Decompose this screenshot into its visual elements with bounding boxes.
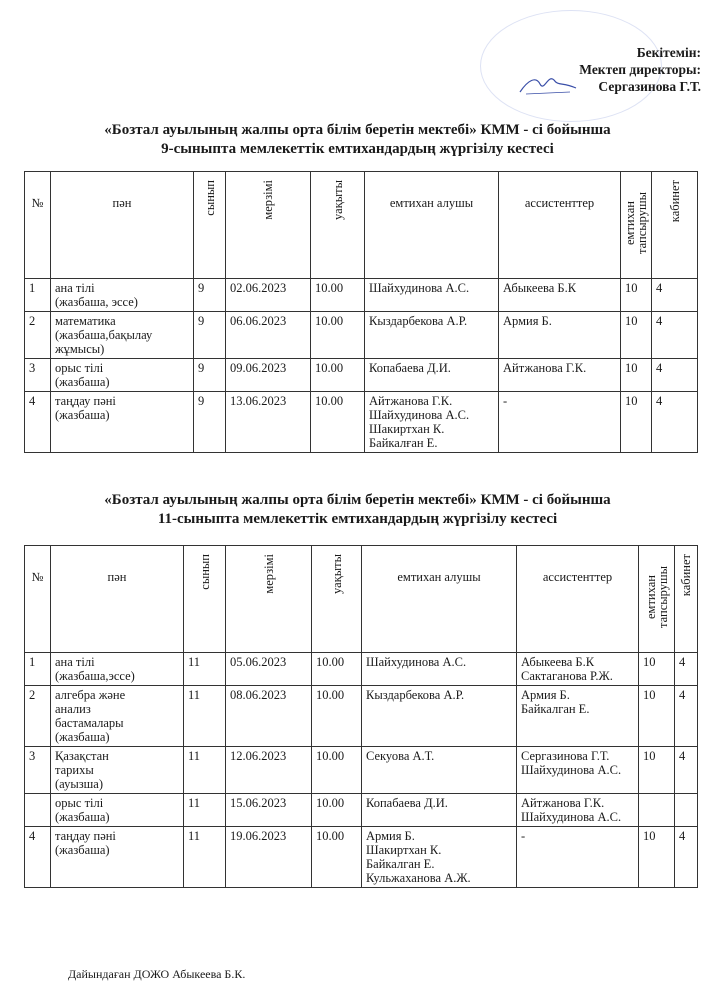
cell-taker: 10 (621, 359, 652, 392)
cell-grade: 9 (194, 392, 226, 453)
cell-room: 4 (652, 359, 698, 392)
header-examiner: емтихан алушы (362, 546, 517, 653)
cell-examiner: Секуова А.Т. (362, 747, 517, 794)
header-subject: пән (51, 546, 184, 653)
cell-assistants: - (517, 827, 639, 888)
header-date: мерзімі (226, 546, 312, 653)
cell-date: 08.06.2023 (226, 686, 312, 747)
cell-examiner: Айтжанова Г.К. Шайхудинова А.С. Шакиртхан К. Байкалған Е. (365, 392, 499, 453)
cell-room: 4 (652, 312, 698, 359)
approval-line-1: Бекітемін: (636, 45, 701, 60)
header-room: кабинет (675, 546, 698, 653)
cell-assistants: Армия Б. (499, 312, 621, 359)
cell-time: 10.00 (311, 279, 365, 312)
cell-room: 4 (652, 279, 698, 312)
cell-no: 4 (25, 392, 51, 453)
cell-date: 15.06.2023 (226, 794, 312, 827)
cell-grade: 11 (184, 794, 226, 827)
cell-subject: Қазақстан тарихы (ауызша) (51, 747, 184, 794)
cell-no: 1 (25, 279, 51, 312)
header-room: кабинет (652, 172, 698, 279)
table-row (25, 686, 698, 747)
table-row (25, 392, 698, 453)
cell-assistants: Абыкеева Б.К (499, 279, 621, 312)
cell-date: 19.06.2023 (226, 827, 312, 888)
header-assistants: ассистенттер (499, 172, 621, 279)
cell-no: 3 (25, 747, 51, 794)
cell-taker (639, 794, 675, 827)
header-assistants: ассистенттер (517, 546, 639, 653)
cell-examiner: Копабаева Д.И. (365, 359, 499, 392)
director-signature (518, 70, 578, 100)
cell-assistants: - (499, 392, 621, 453)
cell-subject: орыс тілі (жазбаша) (51, 794, 184, 827)
approval-line-3: Сергазинова Г.Т. (598, 79, 701, 94)
header-grade: сынып (184, 546, 226, 653)
cell-subject: алгебра және анализ бастамалары (жазбаша) (51, 686, 184, 747)
cell-grade: 9 (194, 359, 226, 392)
cell-date: 13.06.2023 (226, 392, 311, 453)
cell-subject: таңдау пәні (жазбаша) (51, 392, 194, 453)
cell-taker: 10 (621, 312, 652, 359)
exam-schedule-table-grade9 (24, 171, 698, 453)
table1-title (0, 121, 715, 159)
cell-grade: 11 (184, 653, 226, 686)
prepared-by: Дайындаған ДОЖО Абыкеева Б.К. (68, 967, 246, 981)
cell-room (675, 794, 698, 827)
cell-time: 10.00 (311, 359, 365, 392)
table2-title-line1: «Бозтал ауылының жалпы орта білім беретін мектебі» КММ - сі бойынша (104, 492, 611, 508)
table1-title-line2: 9-сыныпта мемлекеттік емтихандардың жүргізілу кестесі (161, 141, 554, 157)
cell-no: 2 (25, 312, 51, 359)
cell-taker: 10 (621, 279, 652, 312)
cell-examiner: Шайхудинова А.С. (362, 653, 517, 686)
table1-title-line1: «Бозтал ауылының жалпы орта білім беретін мектебі» КММ - сі бойынша (104, 122, 611, 138)
header-taker: емтихан тапсырушы (639, 546, 675, 653)
header-no: № (25, 172, 51, 279)
cell-no (25, 794, 51, 827)
cell-room: 4 (652, 392, 698, 453)
cell-time: 10.00 (312, 653, 362, 686)
table-row (25, 359, 698, 392)
table-row (25, 279, 698, 312)
header-time: уақыты (311, 172, 365, 279)
table-row (25, 747, 698, 794)
cell-time: 10.00 (312, 747, 362, 794)
cell-room: 4 (675, 653, 698, 686)
cell-room: 4 (675, 747, 698, 794)
exam-schedule-table-grade11 (24, 545, 698, 888)
cell-grade: 11 (184, 747, 226, 794)
approval-line-2: Мектеп директоры: (579, 62, 701, 77)
cell-room: 4 (675, 686, 698, 747)
table-row (25, 653, 698, 686)
cell-no: 3 (25, 359, 51, 392)
header-date: мерзімі (226, 172, 311, 279)
cell-assistants: Айтжанова Г.К. (499, 359, 621, 392)
cell-taker: 10 (639, 747, 675, 794)
header-examiner: емтихан алушы (365, 172, 499, 279)
cell-no: 2 (25, 686, 51, 747)
cell-subject: орыс тілі (жазбаша) (51, 359, 194, 392)
cell-grade: 9 (194, 279, 226, 312)
cell-time: 10.00 (312, 794, 362, 827)
cell-examiner: Кыздарбекова А.Р. (365, 312, 499, 359)
cell-date: 05.06.2023 (226, 653, 312, 686)
cell-time: 10.00 (311, 392, 365, 453)
cell-room: 4 (675, 827, 698, 888)
table-row (25, 794, 698, 827)
table2-title-line2: 11-сыныпта мемлекеттік емтихандардың жүргізілу кестесі (157, 511, 558, 527)
cell-grade: 11 (184, 686, 226, 747)
cell-examiner: Шайхудинова А.С. (365, 279, 499, 312)
cell-subject: таңдау пәні (жазбаша) (51, 827, 184, 888)
cell-assistants: Айтжанова Г.К. Шайхудинова А.С. (517, 794, 639, 827)
table-header-row (25, 546, 698, 653)
table2-title (0, 491, 715, 529)
header-subject: пән (51, 172, 194, 279)
table-row (25, 827, 698, 888)
cell-date: 02.06.2023 (226, 279, 311, 312)
table-row (25, 312, 698, 359)
cell-grade: 11 (184, 827, 226, 888)
header-grade: сынып (194, 172, 226, 279)
cell-examiner: Кыздарбекова А.Р. (362, 686, 517, 747)
cell-examiner: Армия Б. Шакиртхан К. Байкалган Е. Кульжаханова А.Ж. (362, 827, 517, 888)
header-time: уақыты (312, 546, 362, 653)
cell-assistants: Армия Б. Байкалган Е. (517, 686, 639, 747)
table-header-row (25, 172, 698, 279)
cell-date: 09.06.2023 (226, 359, 311, 392)
header-no: № (25, 546, 51, 653)
cell-taker: 10 (639, 653, 675, 686)
cell-assistants: Абыкеева Б.К Сактаганова Р.Ж. (517, 653, 639, 686)
cell-date: 12.06.2023 (226, 747, 312, 794)
cell-subject: математика (жазбаша,бақылау жұмысы) (51, 312, 194, 359)
cell-assistants: Сергазинова Г.Т. Шайхудинова А.С. (517, 747, 639, 794)
cell-subject: ана тілі (жазбаша, эссе) (51, 279, 194, 312)
cell-date: 06.06.2023 (226, 312, 311, 359)
cell-no: 1 (25, 653, 51, 686)
cell-grade: 9 (194, 312, 226, 359)
header-taker: емтихан тапсырушы (621, 172, 652, 279)
cell-taker: 10 (639, 827, 675, 888)
cell-taker: 10 (639, 686, 675, 747)
cell-subject: ана тілі (жазбаша,эссе) (51, 653, 184, 686)
cell-no: 4 (25, 827, 51, 888)
cell-examiner: Копабаева Д.И. (362, 794, 517, 827)
cell-time: 10.00 (311, 312, 365, 359)
approval-block (579, 44, 701, 95)
cell-time: 10.00 (312, 686, 362, 747)
cell-time: 10.00 (312, 827, 362, 888)
cell-taker: 10 (621, 392, 652, 453)
